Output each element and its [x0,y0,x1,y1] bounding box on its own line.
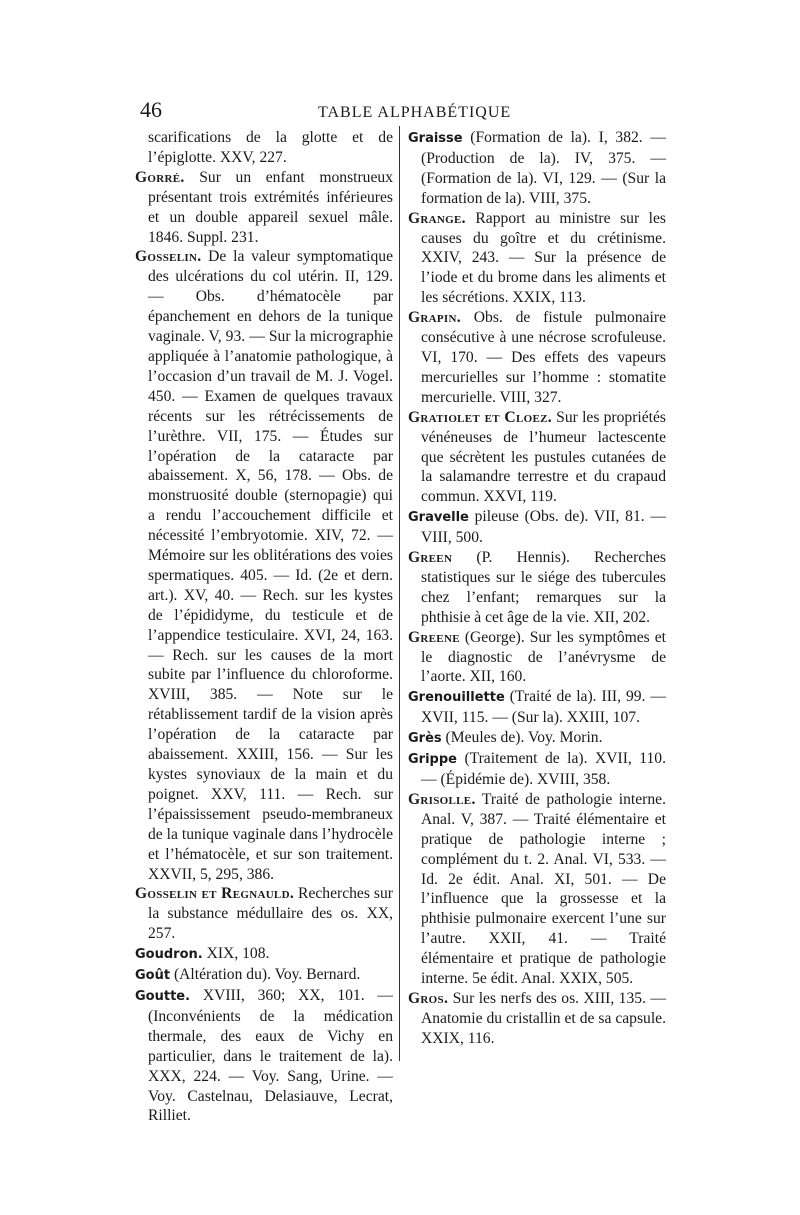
index-entry [408,507,666,548]
entry-headword: Grenouillette [408,690,505,706]
entry-headword: Gratiolet et Cloez. [408,408,552,426]
index-entry [408,548,666,628]
entry-text: (Traité de la). III, 99. — XVII, 115. — (Sur la). XXIII, 107. [421,688,666,727]
entry-headword: Grès [408,731,442,747]
entry-headword: Grapin. [408,309,461,327]
entry-headword: Goutte. [135,988,191,1004]
index-entry [408,209,666,309]
entry-text: Sur les nerfs des os. XIII, 135. — Anatomie du cristallin et de sa capsule. XXIX, 116. [421,989,666,1047]
index-entry [135,168,393,248]
entry-text: (Altération du). Voy. Bernard. [170,966,361,984]
index-entry [135,986,393,1126]
index-entry [408,128,666,209]
entry-text: (George). Sur les symptômes et le diagnostic de l’anévrysme de l’aorte. XII, 160. [421,628,666,686]
entry-headword: Graisse [408,131,463,146]
index-entry [408,989,666,1049]
entry-text: (Meules de). Voy. Morin. [441,729,603,747]
entry-text: Recherches sur la substance médullaire des os. XX, 257. [148,885,393,943]
entry-text: pileuse (Obs. de). VII, 81. — VIII, 500. [421,508,666,547]
entry-text: (Traitement de la). XVII, 110. — (Épidémie de). XVIII, 358. [421,750,666,788]
running-head: TABLE ALPHABÉTIQUE [318,104,512,121]
right-column [408,128,666,1049]
entry-headword: Goût [135,968,171,984]
entry-headword: Greene [408,628,460,646]
entry-text: Rapport au ministre sur les causes du goître et du crétinisme. XXIV, 243. — Sur la présence de l’iode et du brome dans les aliments et les sécrétions. XXIX, 113. [421,209,666,307]
index-entry [135,944,393,965]
index-entry [408,749,666,790]
entry-headword: Gros. [408,989,449,1007]
page-number: 46 [140,97,162,122]
index-entry [135,965,393,986]
entry-text: scarifications de la glotte et de l’épiglotte. XXV, 227. [148,129,393,166]
entry-headword: Grange. [408,209,466,227]
index-entry [408,728,666,749]
left-column [135,128,393,1126]
entry-text: De la valeur symptomatique des ulcérations du col utérin. II, 129. — Obs. d’hématocèle par épanchement en dehors de la tunique vaginale. V, 93. — Sur la micrographie appliquée à l’anatomie pathologique, à l’occasion d’un travail de M. J. Vogel. 450. — Examen de quelques travaux récents sur les rétrécissements de l’urèthre. VII, 175. — Études sur l’opération de la cataracte par abaissement. X, 56, 178. — Obs. de monstruosité double (sternopagie) qui a rendu l’accouchement difficile et nécessité l’embryotomie. XIV, 72. — Mémoire sur les oblitérations des voies spermatiques. 405. — Id. (2e et dern. art.). XV, 40. — Rech. sur les kystes de l’épididyme, du testicule et de l’appendice testiculaire. XVI, 24, 163. — Rech. sur les causes de la mort subite par l’influence du chloroforme. XVIII, 385. — Note sur le rétablissement tardif de la vision après l’opération de la cataracte par abaissement. XXIII, 156. — Sur les kystes synoviaux de la main et du poignet. XXV, 111. — Rech. sur l’épaississement pseudo-membraneux de la tunique vaginale dans l’hydrocèle et l’hématocèle, et sur son traitement. XXVII, 5, 295, 386. [148,248,393,883]
entry-text: Sur un enfant monstrueux présentant trois extrémités inférieures et un double appareil sexuel mâle. 1846. Suppl. 231. [148,168,393,246]
index-entry [408,308,666,408]
entry-headword: Grippe [408,752,457,768]
index-entry [135,247,393,884]
entry-headword: Grisolle. [408,790,476,808]
index-entry [135,128,393,168]
index-entry [408,628,666,688]
entry-text: Sur les propriétés vénéneuses de l’humeur lactescente que sécrètent les pustules cutanées de la salamandre terrestre et du crapaud commun. XXVI, 119. [421,408,666,506]
index-entry [408,790,666,989]
entry-text: XVIII, 360; XX, 101. — (Inconvénients de la médication thermale, des eaux de Vichy en particulier, dans le traitement de la). XXX, 224. — Voy. Sang, Urine. — Voy. Castelnau, Delasiauve, Lecrat, Rilliet. [148,986,393,1125]
entry-text: (P. Hennis). Recherches statistiques sur le siége des tubercules chez l’enfant; remarques sur la phthisie à cet âge de la vie. XII, 202. [421,549,666,626]
entry-headword: Gorré. [135,168,185,186]
entry-text: Traité de pathologie interne. Anal. V, 387. — Traité élémentaire et pratique de pathologie interne ; complément du t. 2. Anal. VI, 533. — Id. 2e édit. Anal. XI, 501. — De l’influence que la grossesse et la phthisie pulmonaire exercent l’une sur l’autre. XXII, 41. — Traité élémentaire et pratique de pathologie interne. 5e édit. Anal. XXIX, 505. [421,790,666,988]
entry-headword: Gosselin. [135,248,202,266]
index-entry [135,884,393,944]
entry-text: Obs. de fistule pulmonaire consécutive à une nécrose scrofuleuse. VI, 170. — Des effets des vapeurs mercurielles sur l’homme : stomatite mercurielle. VIII, 327. [421,309,666,406]
entry-headword: Gosselin et Regnauld. [135,885,295,903]
entry-headword: Green [408,549,453,567]
entry-text: (Formation de la). I, 382. — (Production de la). IV, 375. — (Formation de la). VI, 129. — (Sur la formation de la). VIII, 375. [421,129,666,207]
index-entry [408,687,666,728]
entry-headword: Goudron. [135,947,203,963]
entry-headword: Gravelle [408,510,469,526]
column-rule [399,126,400,1061]
entry-text: XIX, 108. [202,945,270,963]
index-entry [408,408,666,508]
